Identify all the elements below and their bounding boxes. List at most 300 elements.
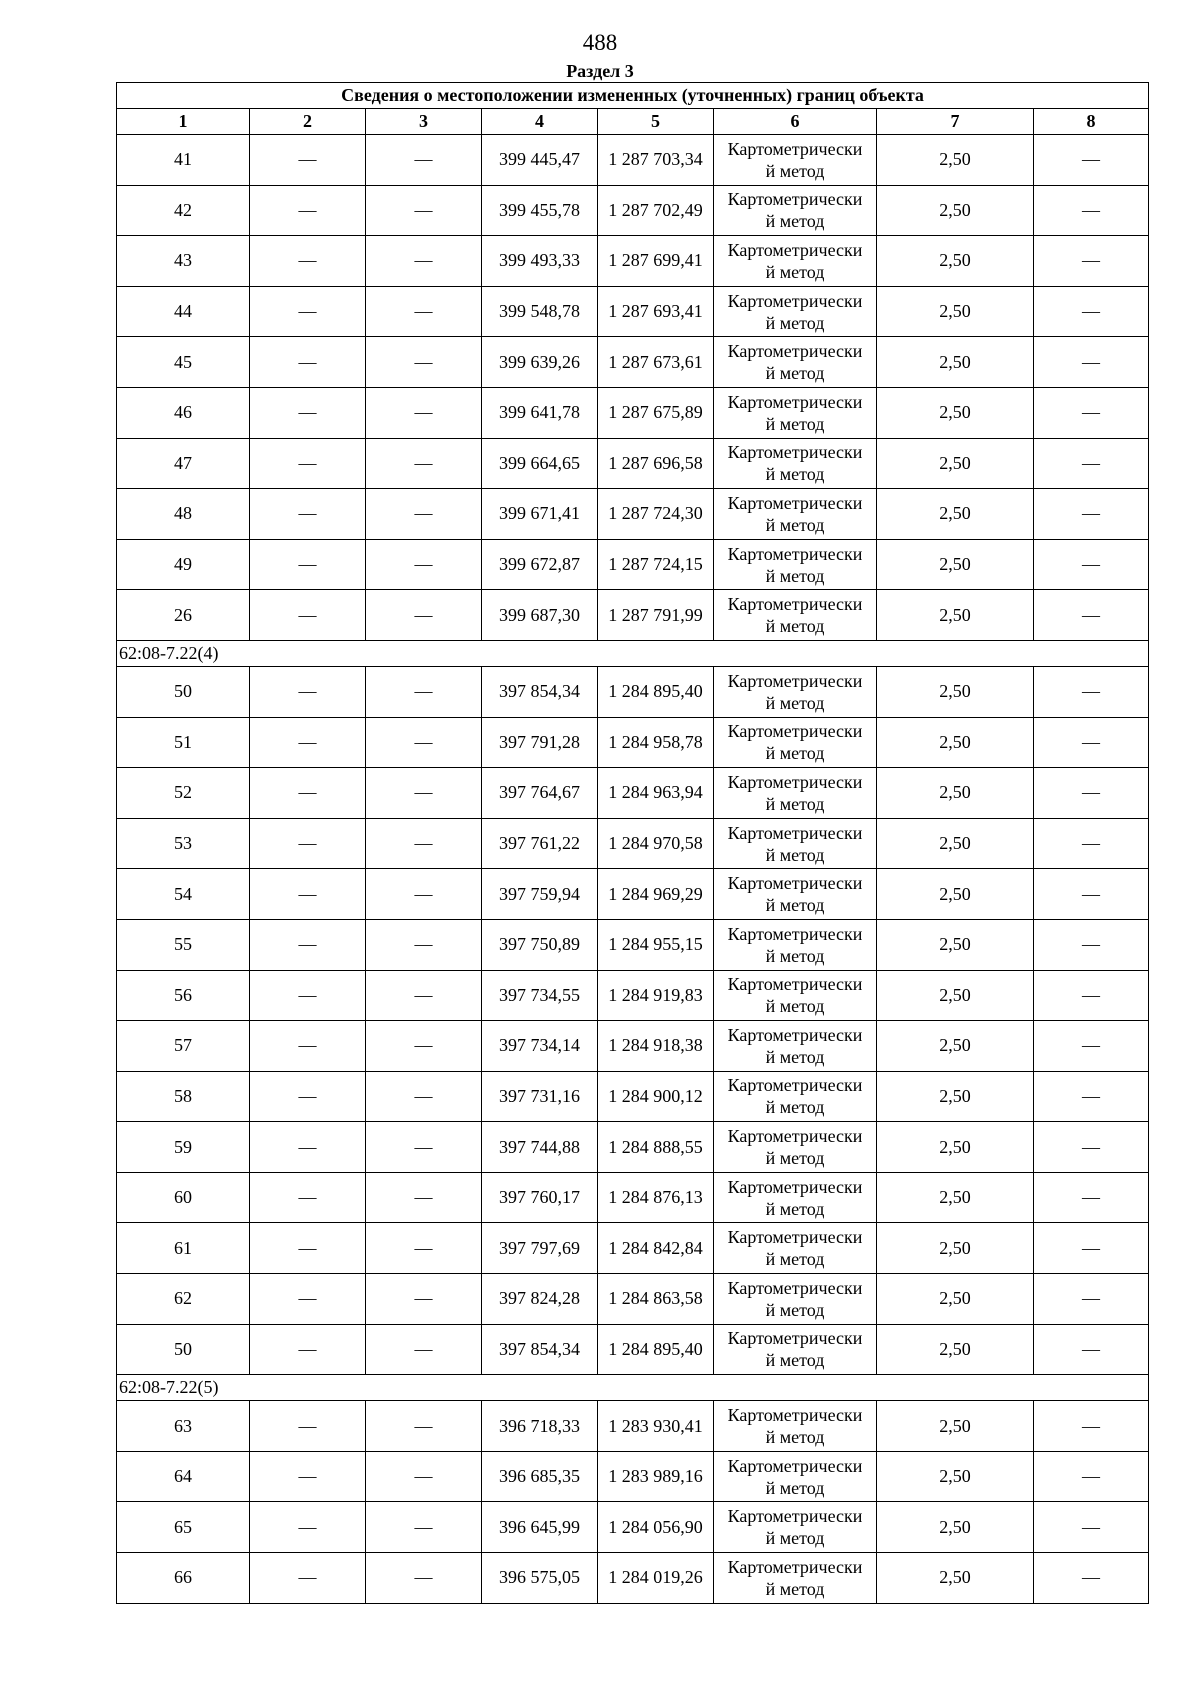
accuracy-cell: 2,50 xyxy=(877,1071,1034,1122)
method-cell xyxy=(714,1451,877,1502)
method-cell xyxy=(714,768,877,819)
method-text-line1: Картометрически xyxy=(727,873,863,894)
method-cell xyxy=(714,438,877,489)
method-text-line1: Картометрически xyxy=(727,771,863,792)
table-row xyxy=(117,590,1149,641)
point-number-cell: 50 xyxy=(117,1324,250,1375)
method-cell xyxy=(714,135,877,186)
accuracy-cell: 2,50 xyxy=(877,768,1034,819)
x-coordinate-cell: 399 641,78 xyxy=(482,387,598,438)
method-text-line2: й метод xyxy=(765,793,825,814)
method-cell xyxy=(714,717,877,768)
group-row xyxy=(117,640,1149,666)
col8-cell: — xyxy=(1034,590,1149,641)
point-number-cell: 45 xyxy=(117,337,250,388)
point-number-cell: 53 xyxy=(117,818,250,869)
point-number-cell: 52 xyxy=(117,768,250,819)
table-body xyxy=(117,135,1149,1604)
accuracy-cell: 2,50 xyxy=(877,489,1034,540)
y-coordinate-cell: 1 287 699,41 xyxy=(598,236,714,287)
method-text-line1: Картометрически xyxy=(727,721,863,742)
column-header: 4 xyxy=(482,109,598,135)
method-cell xyxy=(714,1122,877,1173)
x-coordinate-cell: 396 718,33 xyxy=(482,1401,598,1452)
col2-cell: — xyxy=(250,1122,366,1173)
x-coordinate-cell: 397 760,17 xyxy=(482,1172,598,1223)
method-text-line2: й метод xyxy=(765,514,825,535)
col3-cell: — xyxy=(366,1451,482,1502)
table-row xyxy=(117,869,1149,920)
col2-cell: — xyxy=(250,236,366,287)
accuracy-cell: 2,50 xyxy=(877,135,1034,186)
x-coordinate-cell: 399 455,78 xyxy=(482,185,598,236)
accuracy-cell: 2,50 xyxy=(877,1274,1034,1325)
col8-cell: — xyxy=(1034,666,1149,717)
col3-cell: — xyxy=(366,489,482,540)
method-text-line2: й метод xyxy=(765,844,825,865)
method-text-line2: й метод xyxy=(765,1148,825,1169)
accuracy-cell: 2,50 xyxy=(877,717,1034,768)
col3-cell: — xyxy=(366,717,482,768)
point-number-cell: 59 xyxy=(117,1122,250,1173)
accuracy-cell: 2,50 xyxy=(877,1122,1034,1173)
method-cell xyxy=(714,1324,877,1375)
col8-cell: — xyxy=(1034,236,1149,287)
x-coordinate-cell: 397 797,69 xyxy=(482,1223,598,1274)
method-text-line2: й метод xyxy=(765,464,825,485)
col8-cell: — xyxy=(1034,768,1149,819)
col2-cell: — xyxy=(250,1172,366,1223)
accuracy-cell: 2,50 xyxy=(877,1502,1034,1553)
column-header: 7 xyxy=(877,109,1034,135)
point-number-cell: 46 xyxy=(117,387,250,438)
column-header: 2 xyxy=(250,109,366,135)
method-text-line2: й метод xyxy=(765,211,825,232)
x-coordinate-cell: 399 493,33 xyxy=(482,236,598,287)
method-text-line1: Картометрически xyxy=(727,1176,863,1197)
point-number-cell: 43 xyxy=(117,236,250,287)
table-row xyxy=(117,1122,1149,1173)
method-text-line1: Картометрически xyxy=(727,492,863,513)
group-label: 62:08-7.22(5) xyxy=(117,1375,1149,1401)
method-text-line1: Картометрически xyxy=(727,594,863,615)
method-cell xyxy=(714,919,877,970)
method-text-line2: й метод xyxy=(765,1249,825,1270)
table-title: Сведения о местоположении измененных (уточненных) границ объекта xyxy=(117,83,1149,109)
method-text-line2: й метод xyxy=(765,565,825,586)
section-title: Раздел 3 xyxy=(566,61,634,81)
accuracy-cell: 2,50 xyxy=(877,818,1034,869)
method-cell xyxy=(714,1021,877,1072)
y-coordinate-cell: 1 284 963,94 xyxy=(598,768,714,819)
col2-cell: — xyxy=(250,768,366,819)
point-number-cell: 56 xyxy=(117,970,250,1021)
method-cell xyxy=(714,590,877,641)
col8-cell: — xyxy=(1034,1223,1149,1274)
y-coordinate-cell: 1 287 724,30 xyxy=(598,489,714,540)
accuracy-cell: 2,50 xyxy=(877,1172,1034,1223)
accuracy-cell: 2,50 xyxy=(877,1223,1034,1274)
col8-cell: — xyxy=(1034,1451,1149,1502)
col2-cell: — xyxy=(250,818,366,869)
col3-cell: — xyxy=(366,1172,482,1223)
accuracy-cell: 2,50 xyxy=(877,1451,1034,1502)
accuracy-cell: 2,50 xyxy=(877,919,1034,970)
table-row xyxy=(117,1274,1149,1325)
method-text-line2: й метод xyxy=(765,1477,825,1498)
col2-cell: — xyxy=(250,869,366,920)
x-coordinate-cell: 397 744,88 xyxy=(482,1122,598,1173)
x-coordinate-cell: 399 672,87 xyxy=(482,539,598,590)
col3-cell: — xyxy=(366,869,482,920)
method-text-line1: Картометрически xyxy=(727,923,863,944)
col8-cell: — xyxy=(1034,1071,1149,1122)
col3-cell: — xyxy=(366,1122,482,1173)
method-cell xyxy=(714,489,877,540)
point-number-cell: 55 xyxy=(117,919,250,970)
col3-cell: — xyxy=(366,185,482,236)
point-number-cell: 26 xyxy=(117,590,250,641)
method-text-line2: й метод xyxy=(765,996,825,1017)
method-text-line2: й метод xyxy=(765,895,825,916)
method-text-line2: й метод xyxy=(765,692,825,713)
method-cell xyxy=(714,1553,877,1604)
col3-cell: — xyxy=(366,1553,482,1604)
method-text-line1: Картометрически xyxy=(727,138,863,159)
x-coordinate-cell: 397 734,55 xyxy=(482,970,598,1021)
method-text-line2: й метод xyxy=(765,1097,825,1118)
x-coordinate-cell: 397 761,22 xyxy=(482,818,598,869)
col3-cell: — xyxy=(366,666,482,717)
method-text-line1: Картометрически xyxy=(727,391,863,412)
col2-cell: — xyxy=(250,1071,366,1122)
method-cell xyxy=(714,1071,877,1122)
table-row xyxy=(117,539,1149,590)
point-number-cell: 47 xyxy=(117,438,250,489)
col3-cell: — xyxy=(366,590,482,641)
x-coordinate-cell: 396 575,05 xyxy=(482,1553,598,1604)
point-number-cell: 58 xyxy=(117,1071,250,1122)
accuracy-cell: 2,50 xyxy=(877,438,1034,489)
point-number-cell: 61 xyxy=(117,1223,250,1274)
point-number-cell: 44 xyxy=(117,286,250,337)
table-title-row xyxy=(117,83,1149,109)
point-number-cell: 66 xyxy=(117,1553,250,1604)
col8-cell: — xyxy=(1034,970,1149,1021)
table-row xyxy=(117,768,1149,819)
col2-cell: — xyxy=(250,970,366,1021)
accuracy-cell: 2,50 xyxy=(877,185,1034,236)
y-coordinate-cell: 1 287 724,15 xyxy=(598,539,714,590)
point-number-cell: 50 xyxy=(117,666,250,717)
col8-cell: — xyxy=(1034,919,1149,970)
table-row xyxy=(117,666,1149,717)
x-coordinate-cell: 397 791,28 xyxy=(482,717,598,768)
point-number-cell: 48 xyxy=(117,489,250,540)
col2-cell: — xyxy=(250,1223,366,1274)
y-coordinate-cell: 1 284 969,29 xyxy=(598,869,714,920)
accuracy-cell: 2,50 xyxy=(877,666,1034,717)
col8-cell: — xyxy=(1034,1274,1149,1325)
y-coordinate-cell: 1 284 895,40 xyxy=(598,1324,714,1375)
method-text-line1: Картометрически xyxy=(727,239,863,260)
column-header: 3 xyxy=(366,109,482,135)
col3-cell: — xyxy=(366,1401,482,1452)
accuracy-cell: 2,50 xyxy=(877,1401,1034,1452)
x-coordinate-cell: 397 854,34 xyxy=(482,666,598,717)
y-coordinate-cell: 1 284 955,15 xyxy=(598,919,714,970)
method-text-line2: й метод xyxy=(765,616,825,637)
col8-cell: — xyxy=(1034,1122,1149,1173)
column-header: 8 xyxy=(1034,109,1149,135)
method-text-line2: й метод xyxy=(765,743,825,764)
col2-cell: — xyxy=(250,185,366,236)
col2-cell: — xyxy=(250,666,366,717)
method-cell xyxy=(714,1172,877,1223)
table-row xyxy=(117,1553,1149,1604)
method-text-line1: Картометрически xyxy=(727,1126,863,1147)
method-text-line2: й метод xyxy=(765,261,825,282)
method-cell xyxy=(714,1502,877,1553)
col3-cell: — xyxy=(366,970,482,1021)
point-number-cell: 62 xyxy=(117,1274,250,1325)
table-row xyxy=(117,970,1149,1021)
col2-cell: — xyxy=(250,438,366,489)
method-text-line2: й метод xyxy=(765,1046,825,1067)
group-label: 62:08-7.22(4) xyxy=(117,640,1149,666)
method-text-line1: Картометрически xyxy=(727,1024,863,1045)
method-text-line2: й метод xyxy=(765,413,825,434)
method-cell xyxy=(714,970,877,1021)
col8-cell: — xyxy=(1034,489,1149,540)
accuracy-cell: 2,50 xyxy=(877,1021,1034,1072)
accuracy-cell: 2,50 xyxy=(877,1553,1034,1604)
method-cell xyxy=(714,236,877,287)
point-number-cell: 41 xyxy=(117,135,250,186)
y-coordinate-cell: 1 284 863,58 xyxy=(598,1274,714,1325)
y-coordinate-cell: 1 284 888,55 xyxy=(598,1122,714,1173)
y-coordinate-cell: 1 287 702,49 xyxy=(598,185,714,236)
y-coordinate-cell: 1 284 895,40 xyxy=(598,666,714,717)
method-text-line1: Картометрически xyxy=(727,1075,863,1096)
method-text-line1: Картометрически xyxy=(727,1277,863,1298)
col2-cell: — xyxy=(250,286,366,337)
method-text-line1: Картометрически xyxy=(727,341,863,362)
col3-cell: — xyxy=(366,768,482,819)
y-coordinate-cell: 1 287 675,89 xyxy=(598,387,714,438)
page-number: 488 xyxy=(582,30,618,55)
method-text-line1: Картометрически xyxy=(727,822,863,843)
y-coordinate-cell: 1 287 696,58 xyxy=(598,438,714,489)
y-coordinate-cell: 1 287 693,41 xyxy=(598,286,714,337)
accuracy-cell: 2,50 xyxy=(877,1324,1034,1375)
method-text-line2: й метод xyxy=(765,1350,825,1371)
method-text-line1: Картометрически xyxy=(727,974,863,995)
x-coordinate-cell: 399 639,26 xyxy=(482,337,598,388)
method-text-line1: Картометрически xyxy=(727,290,863,311)
x-coordinate-cell: 397 759,94 xyxy=(482,869,598,920)
table-row xyxy=(117,1502,1149,1553)
x-coordinate-cell: 399 548,78 xyxy=(482,286,598,337)
table-row xyxy=(117,489,1149,540)
column-header-row xyxy=(117,109,1149,135)
group-row xyxy=(117,1375,1149,1401)
col8-cell: — xyxy=(1034,286,1149,337)
x-coordinate-cell: 397 750,89 xyxy=(482,919,598,970)
method-text-line1: Картометрически xyxy=(727,543,863,564)
point-number-cell: 57 xyxy=(117,1021,250,1072)
method-text-line1: Картометрически xyxy=(727,1455,863,1476)
col2-cell: — xyxy=(250,1274,366,1325)
col3-cell: — xyxy=(366,818,482,869)
col3-cell: — xyxy=(366,236,482,287)
point-number-cell: 51 xyxy=(117,717,250,768)
col8-cell: — xyxy=(1034,717,1149,768)
table-row xyxy=(117,1451,1149,1502)
col8-cell: — xyxy=(1034,818,1149,869)
method-text-line2: й метод xyxy=(765,1198,825,1219)
table-row xyxy=(117,1021,1149,1072)
method-text-line1: Картометрически xyxy=(727,189,863,210)
x-coordinate-cell: 399 445,47 xyxy=(482,135,598,186)
table-row xyxy=(117,236,1149,287)
column-header: 6 xyxy=(714,109,877,135)
col2-cell: — xyxy=(250,1451,366,1502)
col8-cell: — xyxy=(1034,1502,1149,1553)
accuracy-cell: 2,50 xyxy=(877,337,1034,388)
accuracy-cell: 2,50 xyxy=(877,286,1034,337)
x-coordinate-cell: 397 734,14 xyxy=(482,1021,598,1072)
table-row xyxy=(117,919,1149,970)
col3-cell: — xyxy=(366,135,482,186)
col2-cell: — xyxy=(250,1324,366,1375)
col3-cell: — xyxy=(366,438,482,489)
col2-cell: — xyxy=(250,1553,366,1604)
col8-cell: — xyxy=(1034,185,1149,236)
method-text-line2: й метод xyxy=(765,363,825,384)
x-coordinate-cell: 399 687,30 xyxy=(482,590,598,641)
col8-cell: — xyxy=(1034,438,1149,489)
col2-cell: — xyxy=(250,717,366,768)
y-coordinate-cell: 1 287 703,34 xyxy=(598,135,714,186)
col8-cell: — xyxy=(1034,1324,1149,1375)
table-row xyxy=(117,818,1149,869)
point-number-cell: 42 xyxy=(117,185,250,236)
col8-cell: — xyxy=(1034,387,1149,438)
point-number-cell: 64 xyxy=(117,1451,250,1502)
method-text-line1: Картометрически xyxy=(727,1328,863,1349)
table-row xyxy=(117,1223,1149,1274)
method-cell xyxy=(714,539,877,590)
col2-cell: — xyxy=(250,489,366,540)
y-coordinate-cell: 1 284 876,13 xyxy=(598,1172,714,1223)
method-text-line1: Картометрически xyxy=(727,1556,863,1577)
col8-cell: — xyxy=(1034,1172,1149,1223)
method-text-line2: й метод xyxy=(765,1578,825,1599)
y-coordinate-cell: 1 283 930,41 xyxy=(598,1401,714,1452)
method-text-line2: й метод xyxy=(765,1528,825,1549)
table-row xyxy=(117,286,1149,337)
method-cell xyxy=(714,1223,877,1274)
col8-cell: — xyxy=(1034,1401,1149,1452)
method-cell xyxy=(714,869,877,920)
y-coordinate-cell: 1 284 970,58 xyxy=(598,818,714,869)
method-text-line1: Картометрически xyxy=(727,1405,863,1426)
table-row xyxy=(117,387,1149,438)
method-text-line1: Картометрически xyxy=(727,1506,863,1527)
y-coordinate-cell: 1 284 019,26 xyxy=(598,1553,714,1604)
col8-cell: — xyxy=(1034,539,1149,590)
point-number-cell: 49 xyxy=(117,539,250,590)
col2-cell: — xyxy=(250,919,366,970)
col2-cell: — xyxy=(250,135,366,186)
method-text-line1: Картометрически xyxy=(727,670,863,691)
accuracy-cell: 2,50 xyxy=(877,387,1034,438)
point-number-cell: 65 xyxy=(117,1502,250,1553)
accuracy-cell: 2,50 xyxy=(877,236,1034,287)
col3-cell: — xyxy=(366,1021,482,1072)
method-cell xyxy=(714,1401,877,1452)
col3-cell: — xyxy=(366,539,482,590)
y-coordinate-cell: 1 284 919,83 xyxy=(598,970,714,1021)
x-coordinate-cell: 397 764,67 xyxy=(482,768,598,819)
col2-cell: — xyxy=(250,1021,366,1072)
col2-cell: — xyxy=(250,1502,366,1553)
col2-cell: — xyxy=(250,337,366,388)
col8-cell: — xyxy=(1034,337,1149,388)
table-row xyxy=(117,1324,1149,1375)
table-row xyxy=(117,185,1149,236)
col3-cell: — xyxy=(366,1324,482,1375)
table-row xyxy=(117,438,1149,489)
method-text-line2: й метод xyxy=(765,1299,825,1320)
col8-cell: — xyxy=(1034,1553,1149,1604)
point-number-cell: 54 xyxy=(117,869,250,920)
col3-cell: — xyxy=(366,1071,482,1122)
col3-cell: — xyxy=(366,1223,482,1274)
col3-cell: — xyxy=(366,1274,482,1325)
x-coordinate-cell: 399 671,41 xyxy=(482,489,598,540)
y-coordinate-cell: 1 284 958,78 xyxy=(598,717,714,768)
method-text-line1: Картометрически xyxy=(727,442,863,463)
x-coordinate-cell: 396 685,35 xyxy=(482,1451,598,1502)
point-number-cell: 63 xyxy=(117,1401,250,1452)
x-coordinate-cell: 397 824,28 xyxy=(482,1274,598,1325)
y-coordinate-cell: 1 287 673,61 xyxy=(598,337,714,388)
method-cell xyxy=(714,286,877,337)
col8-cell: — xyxy=(1034,1021,1149,1072)
method-text-line2: й метод xyxy=(765,312,825,333)
point-number-cell: 60 xyxy=(117,1172,250,1223)
method-cell xyxy=(714,666,877,717)
table-row xyxy=(117,1071,1149,1122)
method-cell xyxy=(714,185,877,236)
y-coordinate-cell: 1 283 989,16 xyxy=(598,1451,714,1502)
accuracy-cell: 2,50 xyxy=(877,539,1034,590)
y-coordinate-cell: 1 284 842,84 xyxy=(598,1223,714,1274)
x-coordinate-cell: 399 664,65 xyxy=(482,438,598,489)
method-text-line2: й метод xyxy=(765,160,825,181)
column-header: 5 xyxy=(598,109,714,135)
method-cell xyxy=(714,1274,877,1325)
table-row xyxy=(117,717,1149,768)
col8-cell: — xyxy=(1034,869,1149,920)
method-cell xyxy=(714,337,877,388)
col8-cell: — xyxy=(1034,135,1149,186)
y-coordinate-cell: 1 284 918,38 xyxy=(598,1021,714,1072)
col2-cell: — xyxy=(250,387,366,438)
method-text-line1: Картометрически xyxy=(727,1227,863,1248)
